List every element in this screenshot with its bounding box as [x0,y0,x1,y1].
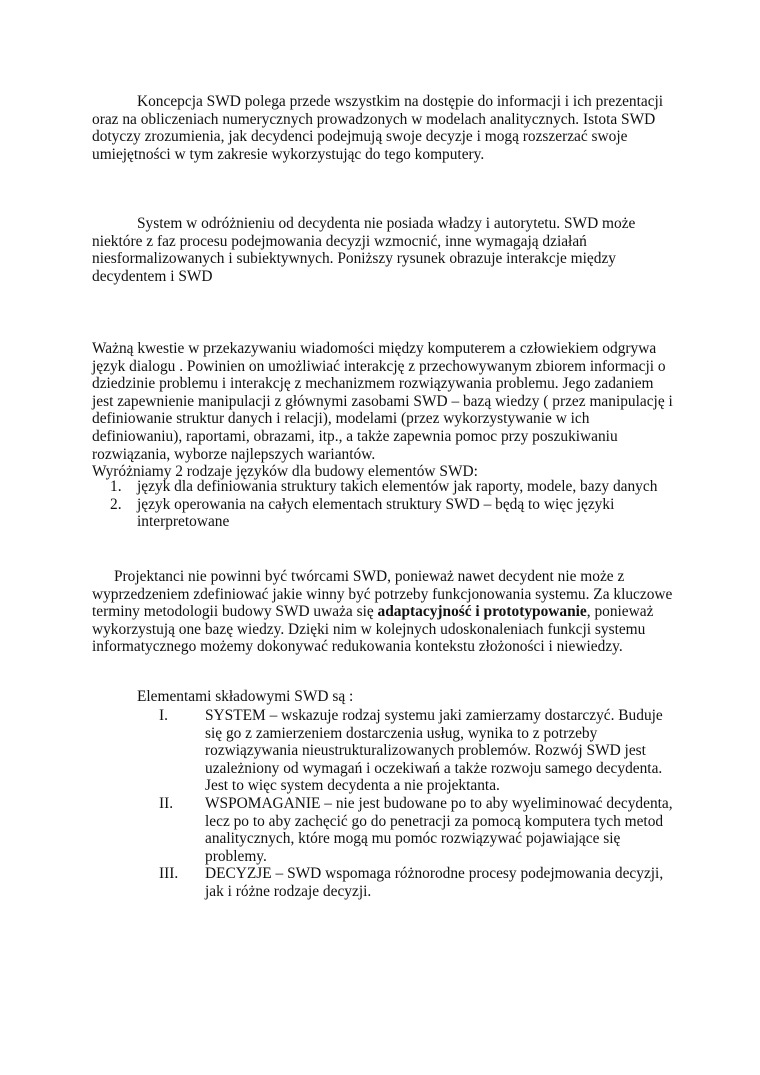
list-number: 1. [110,478,122,495]
components-heading: Elementami składowymi SWD są : [137,688,354,705]
list-item [137,707,677,795]
list-number: I. [159,707,168,724]
list-number: III. [159,865,179,883]
list-item [92,496,677,531]
list-item-text: język dla definiowania struktury takich elementów jak raporty, modele, bazy danych [137,478,658,495]
list-item [92,478,677,496]
paragraph-designers [92,568,677,656]
list-item-text: SYSTEM – wskazuje rodzaj systemu jaki zamierzamy dostarczyć. Buduje się go z zamierzeniem dostarczenia usług, wynika to z potrzeby rozwiązywania nieustrukturalizowanych problemów. Rozwój SWD jest uzależniony od wymagań i oczekiwań a także rozwoju samego decydenta. Jest to więc system decydenta a nie projektanta. [205,707,663,795]
list-item [137,795,677,865]
language-types-list [92,478,677,531]
paragraph-system: System w odróżnieniu od decydenta nie posiada władzy i autorytetu. SWD może niektóre z faz procesu podejmowania decyzji wzmocnić, inne wymagają działań niesformalizowanych i subiektywnych. Poniższy rysunek obrazuje interakcje między decydentem i SWD [92,215,636,285]
list-number: 2. [110,495,122,513]
key-terms-bold: adaptacyjność i prototypowanie [377,603,587,621]
list-item-text: DECYZJE – SWD wspomaga różnorodne procesy podejmowania decyzji, jak i różne rodzaje decyzji. [205,865,664,900]
list-item-text: WSPOMAGANIE – nie jest budowane po to aby wyeliminować decydenta, lecz po to aby zachęcić go do penetracji za pomocą komputera tych metod analitycznych, które mogą mu pomóc rozwiązywać pojawiające się problemy. [205,794,673,865]
paragraph-concept: Koncepcja SWD polega przede wszystkim na dostępie do informacji i ich prezentacji oraz na obliczeniach numerycznych prowadzonych w modelach analitycznych. Istota SWD dotyczy zrozumienia, jak decydenci podejmują swoje decyzje i mogą rozszerzać swoje umiejętności w tym zakresie wykorzystując do tego komputery. [92,93,664,163]
paragraph-dialog-language [92,340,677,481]
components-list [137,707,677,901]
dialog-language-text: Ważną kwestie w przekazywaniu wiadomości między komputerem a człowiekiem odgrywa język dialogu . Powinien on umożliwiać interakcję z przechowywanym zbiorem informacji o dziedzinie problemu i interakcję z mechanizmem rozwiązywania problemu. Jego zadaniem jest zapewnienie manipulacji z głównymi zasobami SWD – bazą wiedzy ( przez manipulację i definiowanie struktur danych i relacji), modelami (przez wykorzystywanie w ich definiowaniu), raportami, obrazami, itp., a także zapewnia pomoc przy poszukiwaniu rozwiązania, wyborze najlepszych wariantów. [92,340,673,463]
list-item-text: język operowania na całych elementach struktury SWD – będą to więc języki interpretowane [137,495,615,531]
language-types-intro: Wyróżniamy 2 rodzaje języków dla budowy elementów SWD: [92,463,478,481]
designers-text-before: Projektanci nie powinni być twórcami SWD, ponieważ nawet decydent nie może z wyprzedzeniem zdefiniować jakie winny być potrzeby funkcjonowania systemu. Za kluczowe terminy metodologii budowy SWD uważa się [92,568,673,621]
list-number: II. [159,794,174,812]
list-item [137,865,677,900]
designers-text-after: , ponieważ wykorzystują one bazę wiedzy. Dzięki nim w kolejnych udoskonaleniach funkcji systemu informatycznego możemy dokonywać redukowania kontekstu złożoności i niewiedzy. [92,603,654,656]
